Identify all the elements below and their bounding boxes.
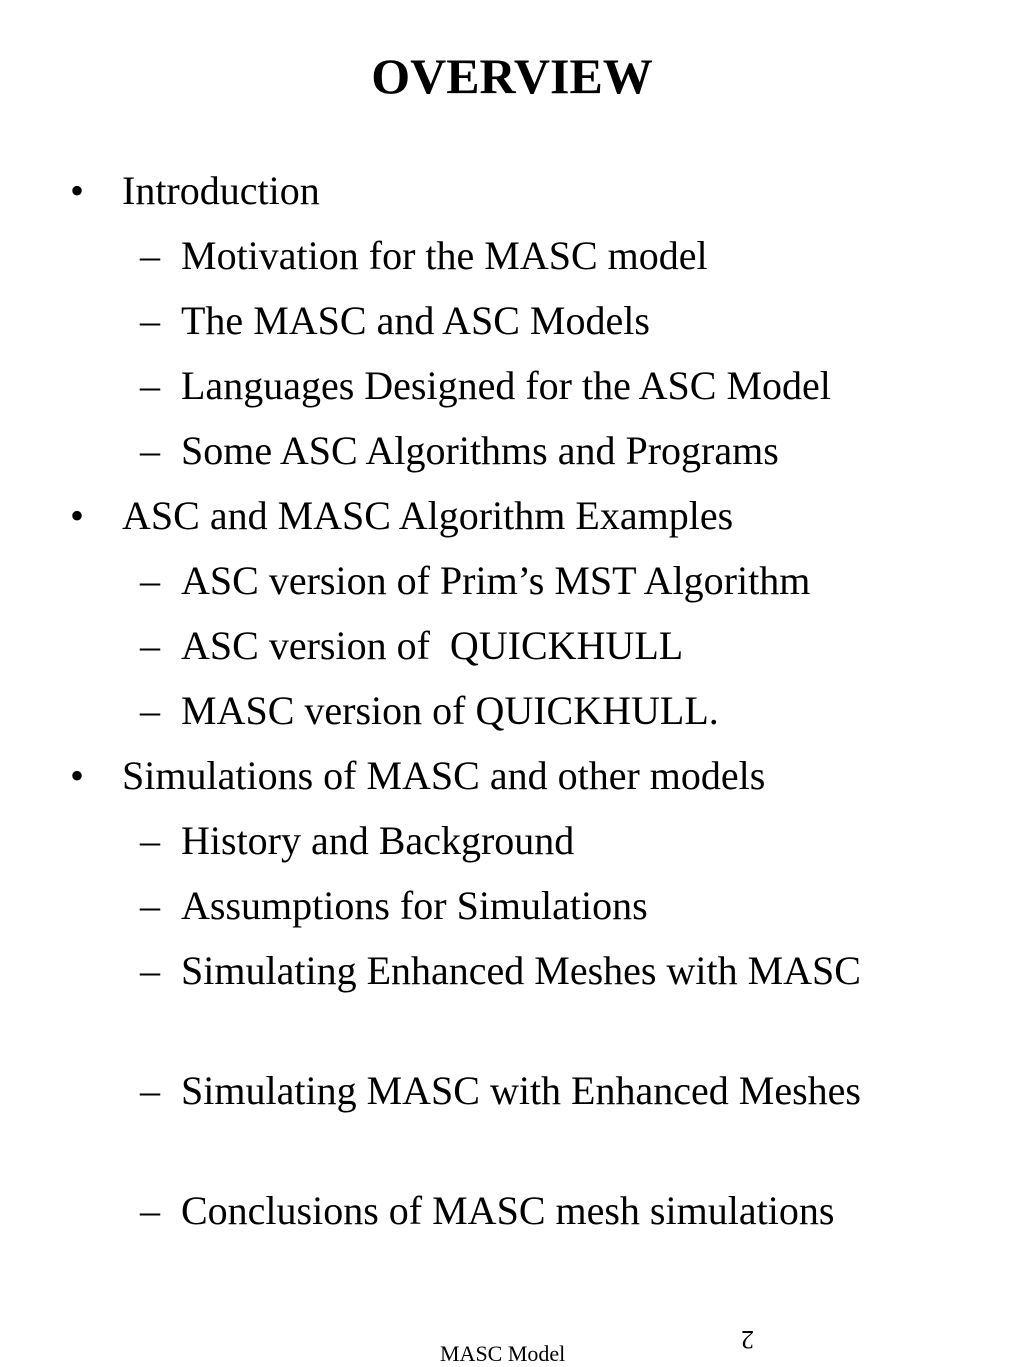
outline-subitem-label: MASC version of QUICKHULL. [181,688,719,733]
outline-subitem-label: Simulating Enhanced Meshes with MASC [181,948,861,993]
bullet-icon: • [70,753,85,798]
outline-subitem-label: Conclusions of MASC mesh simulations [181,1188,835,1233]
dash-icon: – [140,883,160,928]
outline-subitem [0,944,1024,1053]
outline-subitem-label: Simulating MASC with Enhanced Meshes [181,1068,861,1113]
dash-icon: – [140,688,160,733]
bullet-icon: • [70,168,85,213]
outline-list [0,164,1024,1238]
slide-title: OVERVIEW [371,48,653,104]
dash-icon: – [140,818,160,863]
dash-icon: – [140,363,160,408]
dash-icon: – [140,1068,160,1113]
dash-icon: – [140,298,160,343]
outline-subitem [0,1064,1024,1173]
outline-subitem-label: Assumptions for Simulations [181,883,648,928]
dash-icon: – [140,948,160,993]
outline-item-label: ASC and MASC Algorithm Examples [122,493,734,538]
dash-icon: – [140,558,160,603]
outline-subitem [0,814,1024,868]
outline-subitem [0,554,1024,608]
outline-item-label: Simulations of MASC and other models [122,753,766,798]
outline-subitem [0,684,1024,738]
dash-icon: – [140,233,160,278]
outline-subitem-label: ASC version of Prim’s MST Algorithm [181,558,811,603]
page-number: 2 [741,1325,754,1354]
outline-subitem-label: Motivation for the MASC model [181,233,708,278]
outline-subitem-label: History and Background [181,818,575,863]
outline-subitem-label: ASC version of QUICKHULL [181,623,684,668]
outline-item-label: Introduction [122,168,320,213]
outline-subitem [0,619,1024,673]
outline-subitem [0,294,1024,348]
outline-subitem-label: Some ASC Algorithms and Programs [181,428,779,473]
outline-subitem-label: Languages Designed for the ASC Model [181,363,831,408]
dash-icon: – [140,428,160,473]
outline-subitem-label: The MASC and ASC Models [181,298,650,343]
bullet-icon: • [70,493,85,538]
outline-item-simulations [0,749,1024,803]
outline-subitem [0,229,1024,283]
dash-icon: – [140,623,160,668]
dash-icon: – [140,1188,160,1233]
footer-label: MASC Model [440,1341,566,1366]
outline-item-introduction [0,164,1024,218]
outline-item-algorithm-examples [0,489,1024,543]
outline-subitem [0,879,1024,933]
outline-subitem [0,424,1024,478]
outline-subitem [0,359,1024,413]
outline-subitem [0,1184,1024,1238]
